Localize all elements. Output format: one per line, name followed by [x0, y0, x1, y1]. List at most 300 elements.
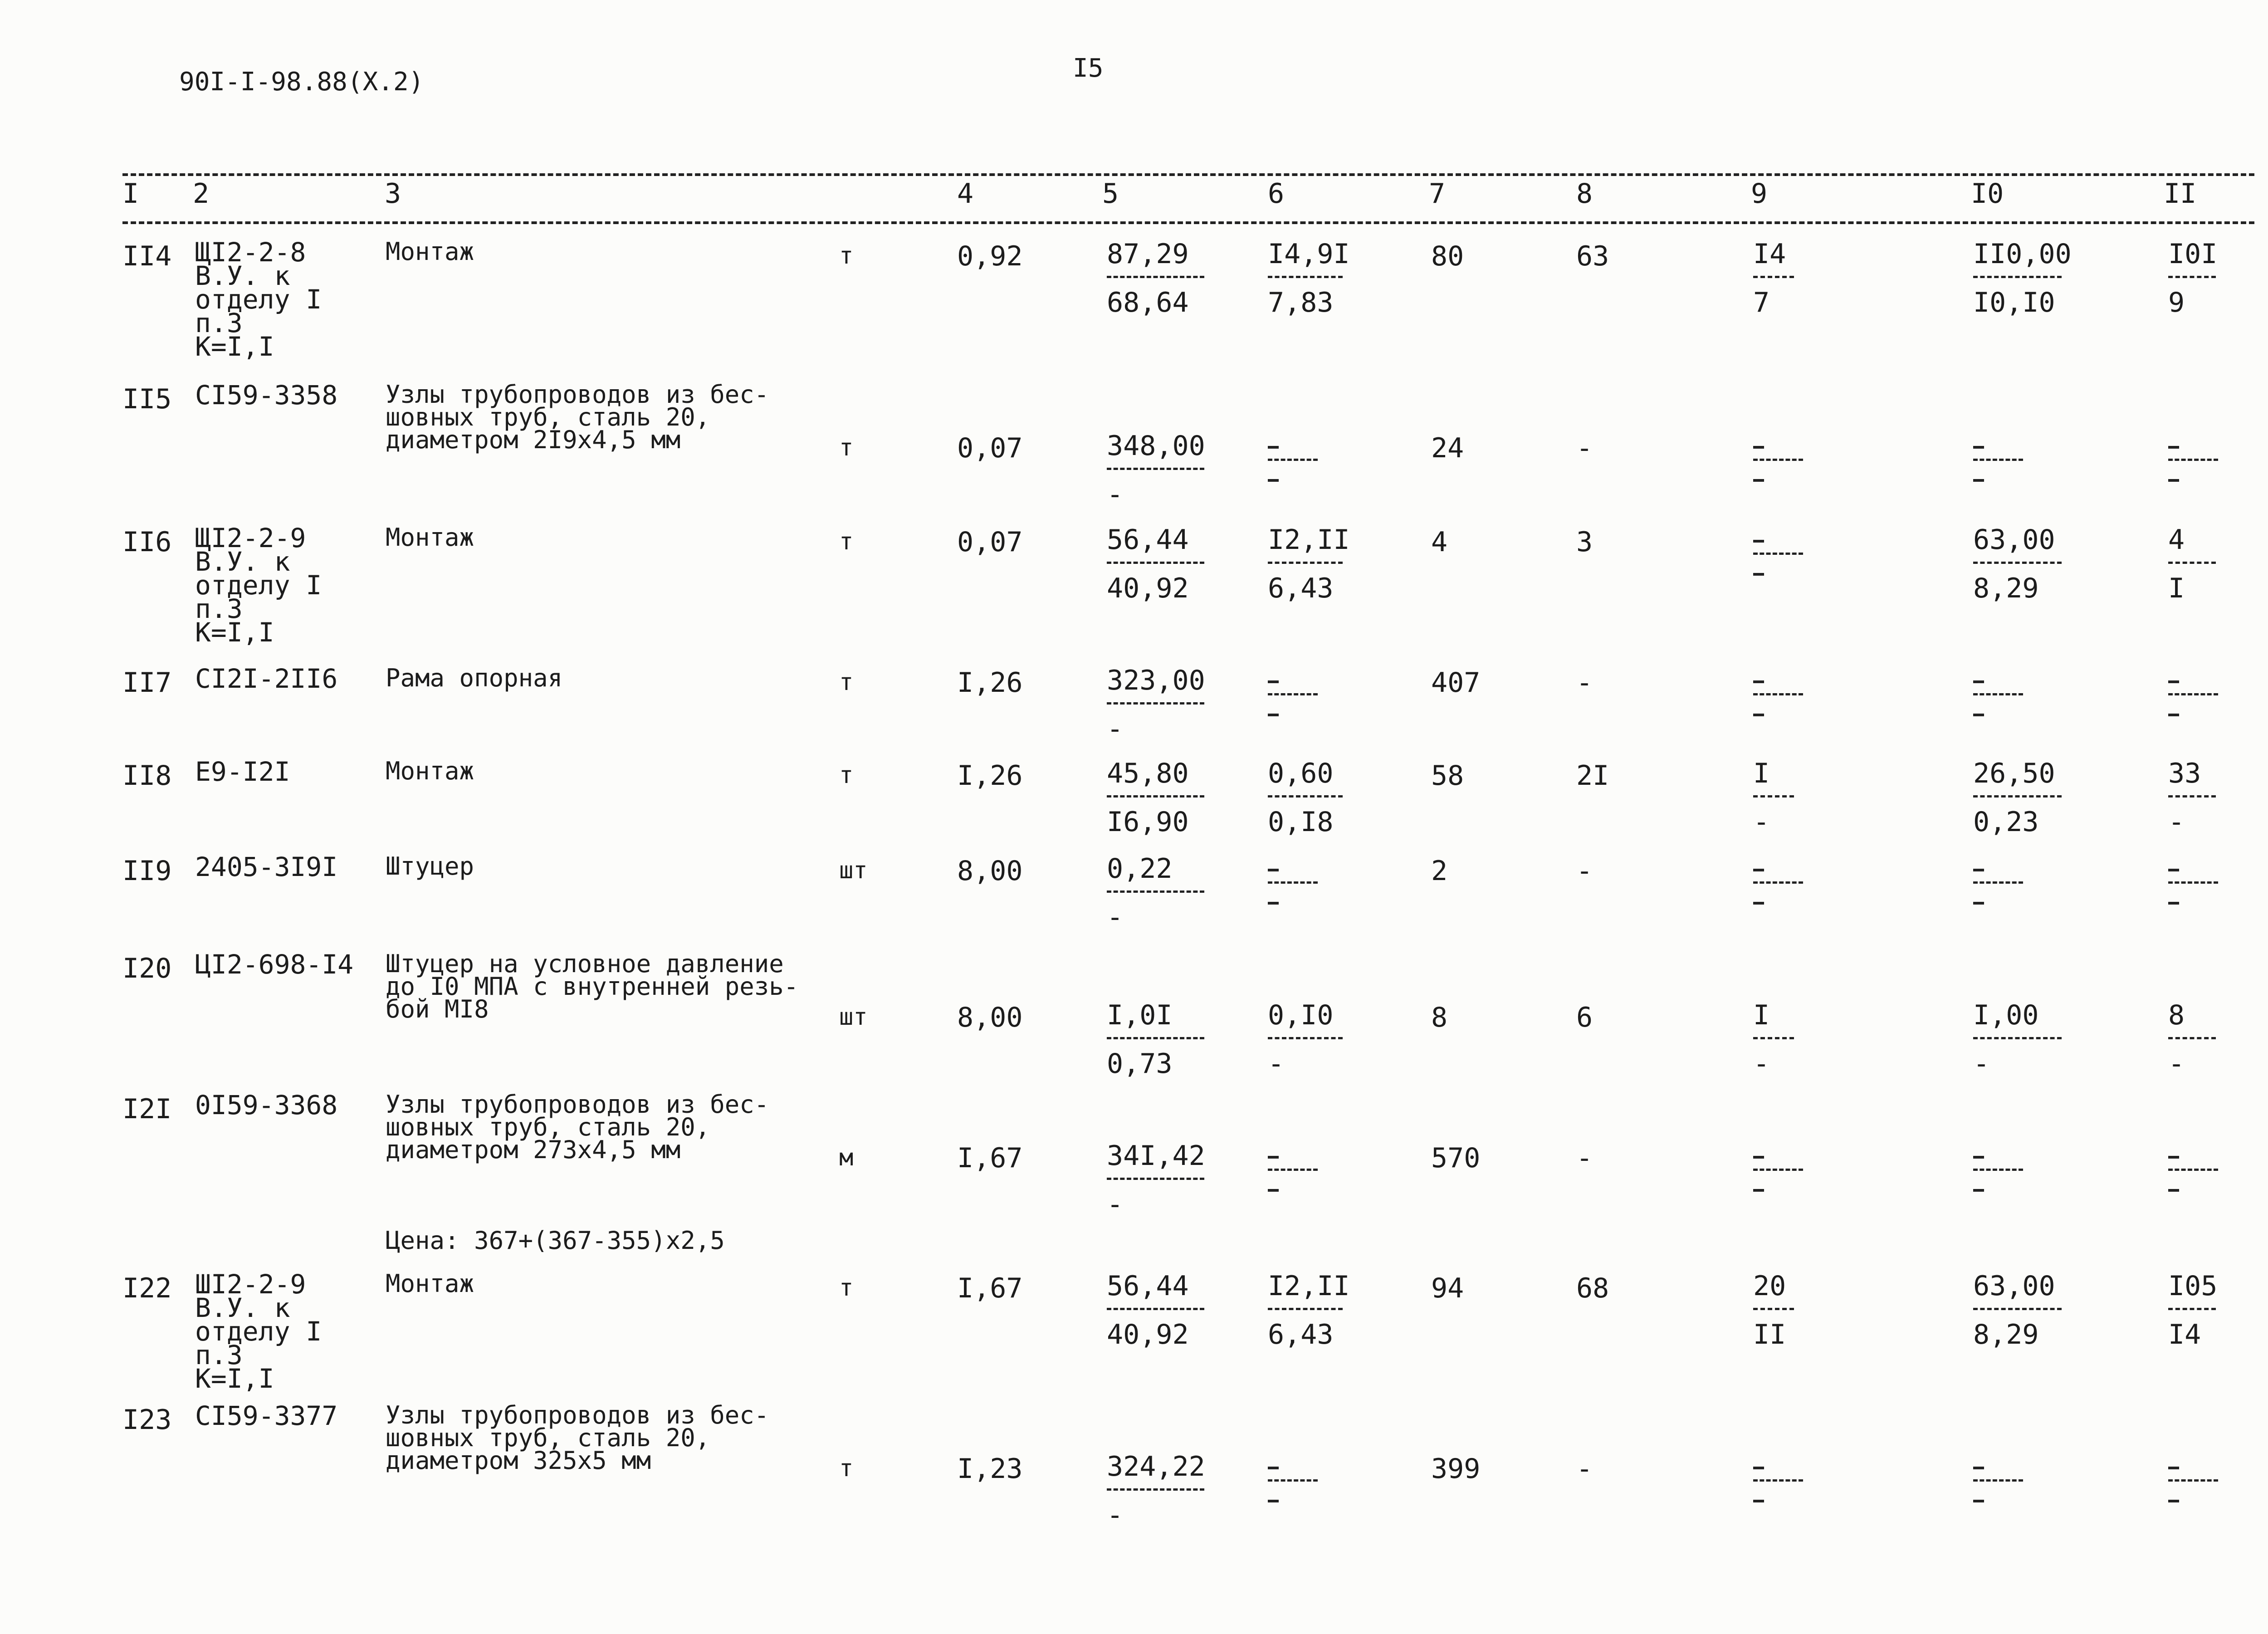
fraction-numerator: I05 — [2168, 1270, 2218, 1302]
work-description-line: Штуцер — [386, 852, 474, 881]
fraction-numerator: 323,00 — [1107, 665, 1205, 696]
fraction-bar — [1107, 1037, 1204, 1039]
cost-code-line: ЦI2-698-I4 — [195, 949, 354, 980]
col-header-11: II — [2164, 178, 2197, 210]
work-description-line: бой MI8 — [386, 995, 489, 1023]
page-number: I5 — [1073, 54, 1104, 83]
unit-of-measure: т — [839, 242, 854, 269]
value-c7: 399 — [1431, 1453, 1481, 1485]
dash-mark — [1973, 1467, 1984, 1469]
value-c8: 63 — [1576, 240, 1609, 272]
fraction-numerator: I — [1753, 758, 1770, 789]
fraction-cell-c5 — [1107, 1142, 1204, 1218]
work-description-line: Монтаж — [386, 523, 474, 552]
fraction-numerator: 20 — [1753, 1270, 1786, 1302]
fraction-bar — [1107, 562, 1204, 564]
fraction-cell-c11 — [2168, 760, 2216, 836]
col-header-3: 3 — [385, 178, 401, 210]
fraction-cell-c11 — [2168, 526, 2216, 602]
work-description-line: Узлы трубопроводов из бес- — [386, 380, 769, 409]
empty-fraction-c11 — [2168, 855, 2218, 905]
empty-fraction-c11 — [2168, 432, 2218, 482]
fraction-denominator: 6,43 — [1268, 1319, 1334, 1350]
fraction-numerator: 87,29 — [1107, 238, 1189, 270]
col-header-8: 8 — [1576, 178, 1593, 210]
cost-code-line: К=I,I — [195, 1363, 274, 1394]
cost-code-line: 2405-3I9I — [195, 851, 338, 882]
value-c7: 2 — [1431, 855, 1448, 887]
fraction-cell-c6 — [1268, 760, 1343, 836]
fraction-numerator: I2,II — [1268, 1270, 1350, 1302]
cost-code-line: К=I,I — [195, 617, 274, 648]
work-description-line: шовных труб, сталь 20, — [386, 1113, 710, 1141]
fraction-denominator: - — [1753, 806, 1770, 838]
value-c7: 8 — [1431, 1002, 1448, 1033]
fraction-cell-c10 — [1973, 526, 2062, 602]
value-c8: - — [1576, 1453, 1593, 1485]
work-description-line: Монтаж — [386, 237, 474, 266]
fraction-cell-c5 — [1107, 760, 1204, 836]
empty-fraction-c11 — [2168, 1142, 2218, 1192]
dash-mark — [1753, 446, 1764, 449]
work-description-line: Рама опорная — [386, 664, 563, 692]
fraction-bar — [2168, 1037, 2216, 1039]
dash-mark — [1268, 1500, 1279, 1502]
fraction-numerator: I4 — [1753, 238, 1786, 270]
dash-mark — [1268, 479, 1279, 482]
dash-mark — [1268, 1156, 1279, 1159]
fraction-denominator: 8,29 — [1973, 1319, 2039, 1350]
fraction-bar — [1107, 1308, 1204, 1310]
fraction-numerator: 56,44 — [1107, 524, 1189, 556]
row-number: II9 — [122, 855, 172, 887]
fraction-numerator: 4 — [2168, 524, 2185, 556]
fraction-bar — [1268, 693, 1318, 695]
fraction-cell-c6 — [1268, 1270, 1350, 1350]
fraction-cell-c5 — [1107, 667, 1204, 743]
quantity: I,67 — [957, 1272, 1023, 1304]
fraction-bar — [1973, 693, 2023, 695]
unit-of-measure: т — [839, 762, 854, 789]
empty-fraction-c6 — [1268, 667, 1318, 716]
empty-fraction-c6 — [1268, 855, 1318, 905]
cost-code-line: отделу I — [195, 284, 322, 315]
empty-fraction-c11 — [2168, 1453, 2218, 1502]
work-description-line: до I0 МПА с внутренней резь- — [386, 972, 799, 1001]
document-code: 90I-I-98.88(X.2) — [179, 67, 424, 97]
fraction-numerator: I4,9I — [1268, 238, 1350, 270]
row-number: II8 — [122, 760, 172, 792]
unit-of-measure: т — [839, 1455, 854, 1482]
dash-mark — [1753, 573, 1764, 576]
fraction-cell-c9 — [1753, 999, 1794, 1080]
fraction-bar — [1268, 459, 1318, 461]
unit-of-measure: шт — [839, 857, 868, 884]
fraction-bar — [2168, 1169, 2218, 1171]
cost-code-line: В.У. к — [195, 1292, 290, 1323]
col-header-6: 6 — [1268, 178, 1285, 210]
fraction-denominator: 0,23 — [1973, 806, 2039, 838]
fraction-cell-c11 — [2168, 999, 2216, 1080]
fraction-denominator: I6,90 — [1107, 806, 1189, 838]
fraction-cell-c6 — [1268, 238, 1350, 318]
value-c7: 80 — [1431, 240, 1464, 272]
fraction-bar — [1753, 1169, 1803, 1171]
fraction-bar — [1268, 562, 1343, 564]
dash-mark — [1753, 1467, 1764, 1469]
cost-code-line: отделу I — [195, 570, 322, 601]
row-number: II5 — [122, 383, 172, 415]
dash-mark — [1973, 1156, 1984, 1159]
quantity: 0,07 — [957, 432, 1023, 464]
fraction-cell-c11 — [2168, 240, 2216, 316]
dash-mark — [1753, 1500, 1764, 1502]
empty-fraction-c10 — [1973, 667, 2023, 716]
empty-fraction-c9 — [1753, 432, 1803, 482]
dash-mark — [1753, 714, 1764, 716]
fraction-denominator: - — [1973, 1048, 1990, 1080]
quantity: I,67 — [957, 1142, 1023, 1174]
value-c8: 6 — [1576, 1002, 1593, 1033]
empty-fraction-c11 — [2168, 667, 2218, 716]
fraction-denominator: 40,92 — [1107, 572, 1189, 604]
cost-code-line: п.3 — [195, 308, 243, 338]
fraction-cell-c11 — [2168, 1272, 2216, 1348]
dash-mark — [1268, 1189, 1279, 1192]
value-c8: - — [1576, 855, 1593, 887]
fraction-bar — [2168, 1479, 2218, 1482]
fraction-numerator: 0,60 — [1268, 758, 1334, 789]
fraction-denominator: 8,29 — [1973, 572, 2039, 604]
fraction-bar — [1107, 468, 1204, 470]
fraction-numerator: 8 — [2168, 999, 2185, 1031]
dash-mark — [2168, 1189, 2179, 1192]
dash-mark — [1973, 902, 1984, 905]
fraction-numerator: 0,22 — [1107, 853, 1173, 885]
fraction-bar — [1973, 1037, 2062, 1039]
fraction-bar — [2168, 795, 2216, 797]
fraction-denominator: 6,43 — [1268, 572, 1334, 604]
fraction-cell-c9 — [1753, 1272, 1794, 1348]
col-header-2: 2 — [193, 178, 210, 210]
fraction-cell-c5 — [1107, 855, 1204, 931]
value-c8: 68 — [1576, 1272, 1609, 1304]
dash-mark — [1268, 902, 1279, 905]
fraction-denominator: 68,64 — [1107, 287, 1189, 318]
cost-code-line: ЩI2-2-9 — [195, 523, 306, 553]
value-c7: 4 — [1431, 526, 1448, 558]
dash-mark — [1973, 1189, 1984, 1192]
cost-code-line: В.У. к — [195, 260, 290, 291]
fraction-cell-c10 — [1973, 760, 2062, 836]
fraction-bar — [1753, 1308, 1794, 1310]
cost-code-line: E9-I2I — [195, 756, 290, 787]
fraction-denominator: - — [1753, 1048, 1770, 1080]
work-description-line: Монтаж — [386, 757, 474, 785]
empty-fraction-c10 — [1973, 1142, 2023, 1192]
fraction-numerator: 0,I0 — [1268, 999, 1334, 1031]
value-c7: 58 — [1431, 760, 1464, 792]
fraction-bar — [1753, 1479, 1803, 1482]
value-c8: 3 — [1576, 526, 1593, 558]
fraction-numerator: II0,00 — [1973, 238, 2072, 270]
fraction-denominator: I4 — [2168, 1319, 2201, 1350]
fraction-denominator: 7,83 — [1268, 287, 1334, 318]
dash-mark — [1973, 714, 1984, 716]
fraction-bar — [2168, 1308, 2216, 1310]
quantity: I,23 — [957, 1453, 1023, 1485]
fraction-bar — [1753, 693, 1803, 695]
fraction-bar — [2168, 562, 2216, 564]
fraction-bar — [1268, 1037, 1343, 1039]
cost-code-line: К=I,I — [195, 331, 274, 362]
fraction-denominator: 9 — [2168, 287, 2185, 318]
fraction-bar — [1107, 702, 1204, 704]
dash-mark — [1973, 869, 1984, 871]
cost-code-line: CI2I-2II6 — [195, 663, 338, 694]
col-header-4: 4 — [957, 178, 974, 210]
fraction-bar — [1268, 1479, 1318, 1482]
dash-mark — [2168, 869, 2179, 871]
fraction-numerator: I — [1753, 999, 1770, 1031]
fraction-bar — [2168, 881, 2218, 884]
fraction-denominator: I0,I0 — [1973, 287, 2055, 318]
work-description-line: шовных труб, сталь 20, — [386, 1424, 710, 1452]
dash-mark — [1753, 479, 1764, 482]
empty-fraction-c9 — [1753, 1453, 1803, 1502]
unit-of-measure: т — [839, 528, 854, 555]
empty-fraction-c6 — [1268, 1453, 1318, 1502]
dash-mark — [1973, 479, 1984, 482]
fraction-denominator: - — [1107, 1189, 1124, 1220]
cost-code-line: 0I59-3368 — [195, 1090, 338, 1120]
fraction-numerator: 33 — [2168, 758, 2201, 789]
cost-code-line: В.У. к — [195, 546, 290, 577]
fraction-denominator: 0,I8 — [1268, 806, 1334, 838]
fraction-bar — [1753, 276, 1794, 278]
dash-mark — [1753, 1189, 1764, 1192]
row-number: II7 — [122, 667, 172, 699]
fraction-cell-c5 — [1107, 1453, 1204, 1529]
fraction-bar — [2168, 459, 2218, 461]
work-description-line: Узлы трубопроводов из бес- — [386, 1090, 769, 1119]
fraction-cell-c5 — [1107, 999, 1204, 1080]
fraction-bar — [1107, 1488, 1204, 1491]
fraction-cell-c9 — [1753, 240, 1794, 316]
fraction-bar — [1753, 1037, 1794, 1039]
quantity: I,26 — [957, 760, 1023, 792]
row-number: I22 — [122, 1272, 172, 1304]
dash-mark — [2168, 446, 2179, 449]
empty-fraction-c9 — [1753, 1142, 1803, 1192]
unit-of-measure: т — [839, 1274, 854, 1301]
fraction-denominator: - — [2168, 1048, 2185, 1080]
value-c8: 2I — [1576, 760, 1609, 792]
dash-mark — [1753, 1156, 1764, 1159]
fraction-bar — [1753, 881, 1803, 884]
fraction-bar — [1973, 562, 2062, 564]
cost-code-line: п.3 — [195, 1340, 243, 1370]
empty-fraction-c9 — [1753, 667, 1803, 716]
dash-mark — [2168, 714, 2179, 716]
fraction-bar — [2168, 276, 2216, 278]
unit-of-measure: шт — [839, 1003, 868, 1031]
fraction-bar — [1753, 795, 1794, 797]
unit-of-measure: м — [839, 1144, 854, 1171]
quantity: I,26 — [957, 667, 1023, 699]
unit-of-measure: т — [839, 434, 854, 461]
dash-mark — [1973, 1500, 1984, 1502]
empty-fraction-c6 — [1268, 1142, 1318, 1192]
fraction-bar — [1107, 1178, 1204, 1180]
row-number: I2I — [122, 1093, 172, 1125]
fraction-denominator: I — [2168, 572, 2185, 604]
fraction-cell-c6 — [1268, 524, 1350, 604]
fraction-denominator: 0,73 — [1107, 1048, 1173, 1080]
empty-fraction-c6 — [1268, 432, 1318, 482]
fraction-cell-c10 — [1973, 999, 2062, 1080]
value-c7: 570 — [1431, 1142, 1481, 1174]
fraction-bar — [1973, 459, 2023, 461]
fraction-bar — [1268, 276, 1343, 278]
fraction-numerator: 34I,42 — [1107, 1140, 1205, 1172]
empty-fraction-c10 — [1973, 432, 2023, 482]
value-c7: 94 — [1431, 1272, 1464, 1304]
fraction-cell-c10 — [1973, 238, 2072, 318]
fraction-cell-c5 — [1107, 526, 1204, 602]
fraction-denominator: - — [1107, 479, 1124, 510]
fraction-denominator: - — [1268, 1048, 1285, 1080]
fraction-numerator: 324,22 — [1107, 1451, 1205, 1482]
col-header-10: I0 — [1971, 178, 2004, 210]
dash-mark — [2168, 1156, 2179, 1159]
fraction-numerator: 45,80 — [1107, 758, 1189, 789]
price-note: Цена: 367+(367-355)x2,5 — [386, 1226, 725, 1255]
fraction-denominator: - — [1107, 713, 1124, 745]
dash-mark — [1753, 869, 1764, 871]
fraction-bar — [1107, 890, 1204, 893]
fraction-cell-c6 — [1268, 999, 1343, 1080]
fraction-numerator: 56,44 — [1107, 1270, 1189, 1302]
cost-code-line: ЩI2-2-8 — [195, 237, 306, 268]
unit-of-measure: т — [839, 669, 854, 696]
cost-code-line: отделу I — [195, 1316, 322, 1347]
dash-mark — [2168, 1500, 2179, 1502]
fraction-denominator: 40,92 — [1107, 1319, 1189, 1350]
row-number: I20 — [122, 953, 172, 984]
dash-mark — [1973, 446, 1984, 449]
col-header-5: 5 — [1102, 178, 1119, 210]
fraction-numerator: 348,00 — [1107, 430, 1205, 462]
fraction-numerator: I,0I — [1107, 999, 1173, 1031]
fraction-bar — [1268, 1169, 1318, 1171]
dash-mark — [2168, 479, 2179, 482]
fraction-denominator: II — [1753, 1319, 1786, 1350]
col-header-1: I — [122, 178, 139, 210]
empty-fraction-c9 — [1753, 855, 1803, 905]
value-c8: - — [1576, 432, 1593, 464]
empty-fraction-c9 — [1753, 526, 1803, 576]
dash-mark — [1268, 680, 1279, 683]
dash-mark — [1268, 714, 1279, 716]
work-description-line: Узлы трубопроводов из бес- — [386, 1401, 769, 1429]
fraction-bar — [1973, 1308, 2062, 1310]
quantity: 0,92 — [957, 240, 1023, 272]
fraction-bar — [1268, 795, 1343, 797]
fraction-bar — [1107, 795, 1204, 797]
work-description-line: диаметром 2I9x4,5 мм — [386, 426, 681, 454]
empty-fraction-c10 — [1973, 855, 2023, 905]
header-top-rule — [122, 173, 2254, 176]
fraction-numerator: I0I — [2168, 238, 2218, 270]
fraction-cell-c5 — [1107, 1272, 1204, 1348]
fraction-cell-c5 — [1107, 432, 1204, 508]
fraction-denominator: - — [1107, 1499, 1124, 1531]
dash-mark — [1268, 1467, 1279, 1469]
work-description-line: диаметром 273x4,5 мм — [386, 1135, 681, 1164]
row-number: II6 — [122, 526, 172, 558]
empty-fraction-c10 — [1973, 1453, 2023, 1502]
dash-mark — [1753, 902, 1764, 905]
dash-mark — [2168, 1467, 2179, 1469]
value-c8: - — [1576, 667, 1593, 699]
work-description-line: Монтаж — [386, 1269, 474, 1298]
quantity: 0,07 — [957, 526, 1023, 558]
fraction-numerator: 26,50 — [1973, 758, 2055, 789]
quantity: 8,00 — [957, 855, 1023, 887]
dash-mark — [2168, 680, 2179, 683]
fraction-numerator: 63,00 — [1973, 524, 2055, 556]
col-header-9: 9 — [1751, 178, 1768, 210]
value-c8: - — [1576, 1142, 1593, 1174]
work-description-line: Штуцер на условное давление — [386, 949, 784, 978]
fraction-cell-c5 — [1107, 240, 1204, 316]
fraction-bar — [2168, 693, 2218, 695]
cost-code-line: CI59-3377 — [195, 1400, 338, 1431]
fraction-bar — [1973, 276, 2062, 278]
fraction-bar — [1268, 1308, 1343, 1310]
work-description-line: диаметром 325x5 мм — [386, 1446, 651, 1475]
dash-mark — [2168, 902, 2179, 905]
col-header-7: 7 — [1429, 178, 1446, 210]
fraction-bar — [1268, 881, 1318, 884]
dash-mark — [1268, 446, 1279, 449]
dash-mark — [1753, 540, 1764, 543]
fraction-bar — [1107, 276, 1204, 278]
fraction-bar — [1973, 1169, 2023, 1171]
work-description-line: шовных труб, сталь 20, — [386, 403, 710, 431]
fraction-cell-c10 — [1973, 1272, 2062, 1348]
value-c7: 24 — [1431, 432, 1464, 464]
dash-mark — [1753, 680, 1764, 683]
header-bottom-rule — [122, 221, 2254, 224]
fraction-bar — [1973, 795, 2062, 797]
value-c7: 407 — [1431, 667, 1481, 699]
fraction-bar — [1973, 1479, 2023, 1482]
row-number: II4 — [122, 240, 172, 272]
dash-mark — [1268, 869, 1279, 871]
dash-mark — [1973, 680, 1984, 683]
fraction-bar — [1753, 459, 1803, 461]
fraction-bar — [1753, 553, 1803, 555]
fraction-denominator: - — [2168, 806, 2185, 838]
cost-code-line: CI59-3358 — [195, 380, 338, 411]
row-number: I23 — [122, 1404, 172, 1436]
cost-code-line: п.3 — [195, 593, 243, 624]
fraction-numerator: 63,00 — [1973, 1270, 2055, 1302]
fraction-numerator: I,00 — [1973, 999, 2039, 1031]
cost-code-line: ШI2-2-9 — [195, 1269, 306, 1300]
